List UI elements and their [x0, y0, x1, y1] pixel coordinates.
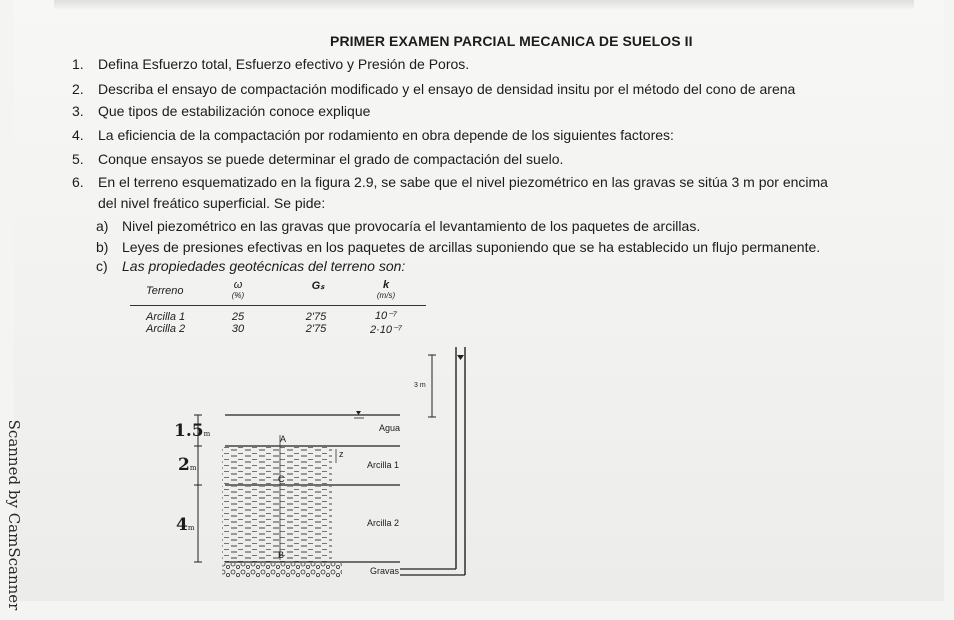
label-point-c: C — [278, 474, 285, 484]
label-z: z — [339, 449, 344, 459]
properties-table — [130, 279, 426, 335]
label-gravas: Gravas — [370, 566, 400, 576]
table-header — [130, 279, 426, 306]
header-w-unit: (%) — [231, 291, 245, 300]
handwritten-depth-2: 2m — [178, 455, 197, 475]
header-terreno: Terreno — [146, 285, 184, 297]
scan-shadow — [54, 0, 914, 10]
label-arcilla-2: Arcilla 2 — [367, 518, 400, 528]
handwritten-depth-1: 1.5m — [174, 421, 211, 441]
soil-profile-drawing — [160, 345, 480, 585]
table-row: Arcilla 2 30 2'75 2·10⁻⁷ — [146, 323, 402, 336]
handwritten-depth-3: 4m — [176, 515, 195, 535]
question-6-continued: del nivel freático superficial. Se pide: — [98, 195, 326, 211]
header-gs: Gₛ — [311, 280, 325, 292]
subitem-a: a) Nivel piezométrico en las gravas que provocaría el levantamiento de los paquetes de arcillas. — [96, 218, 701, 234]
subitem-b: b) Leyes de presiones efectivas en los paquetes de arcillas suponiendo que se ha establecido un flujo permanente. — [96, 239, 821, 255]
table-row: Arcilla 1 25 2'75 10⁻⁷ — [146, 310, 398, 323]
label-agua: Agua — [379, 423, 401, 433]
exam-title: PRIMER EXAMEN PARCIAL MECANICA DE SUELOS II — [330, 33, 693, 49]
scanner-watermark: Scanned by CamScanner — [5, 419, 23, 611]
header-k-unit: (m/s) — [376, 291, 396, 300]
soil-profile-figure — [160, 345, 480, 585]
label-point-a: A — [280, 434, 287, 444]
header-k: k — [382, 279, 390, 291]
question-2: 2. Describa el ensayo de compactación modificado y el ensayo de densidad insitu por el método del cono de arena — [72, 81, 796, 97]
question-4: 4. La eficiencia de la compactación por rodamiento en obra depende de los siguientes factores: — [72, 127, 674, 143]
label-point-b: B — [278, 550, 285, 560]
question-3: 3. Que tipos de estabilización conoce explique — [72, 103, 371, 119]
subitem-c: c) Las propiedades geotécnicas del terreno son: — [96, 258, 406, 274]
label-3m: 3 m — [414, 382, 426, 389]
question-6: 6. En el terreno esquematizado en la figura 2.9, se sabe que el nivel piezométrico en las gravas se sitúa 3 m por encima — [72, 174, 828, 190]
label-arcilla-1: Arcilla 1 — [367, 460, 400, 470]
question-5: 5. Conque ensayos se puede determinar el grado de compactación del suelo. — [72, 151, 564, 167]
question-1: 1. Defina Esfuerzo total, Esfuerzo efectivo y Presión de Poros. — [72, 56, 470, 72]
header-w: ω — [233, 279, 243, 291]
